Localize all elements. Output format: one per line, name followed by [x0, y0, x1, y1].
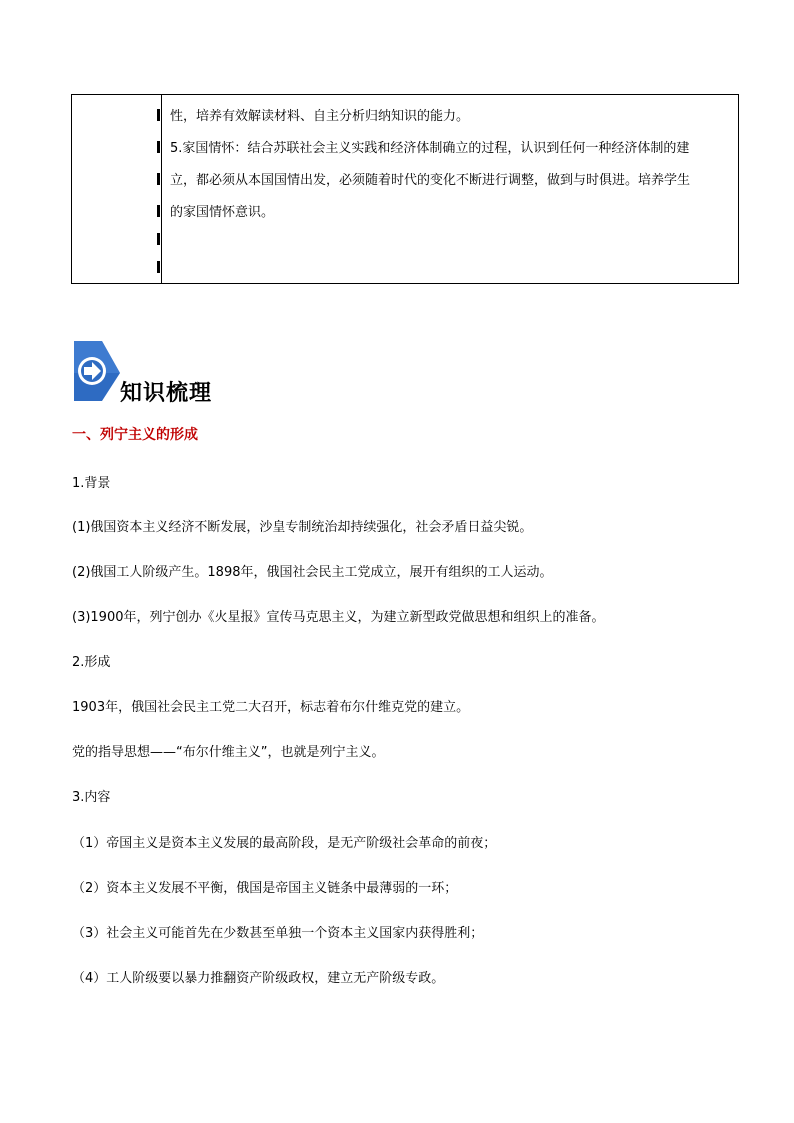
- table-cell-goals: [170, 101, 735, 229]
- background-item-2: (2)俄国工人阶级产生。1898年，俄国社会民主工党成立，展开有组织的工人运动。: [72, 565, 553, 580]
- background-item-3: (3)1900年，列宁创办《火星报》宣传马克思主义，为建立新型政党做思想和组织上的准备。: [72, 610, 605, 625]
- column-mark: [157, 205, 160, 217]
- content-item-1: （1）帝国主义是资本主义发展的最高阶段，是无产阶级社会革命的前夜；: [72, 836, 497, 851]
- content-item-3: （3）社会主义可能首先在少数甚至单独一个资本主义国家内获得胜利；: [72, 926, 484, 941]
- content-item-2: （2）资本主义发展不平衡，俄国是帝国主义链条中最薄弱的一环；: [72, 881, 458, 896]
- arrow-right-circle-icon: [72, 339, 122, 403]
- column-mark: [157, 109, 160, 121]
- formation-label: 2.形成: [72, 655, 111, 670]
- column-mark: [157, 233, 160, 245]
- section-title: 知识梳理: [120, 380, 213, 406]
- column-mark: [157, 141, 160, 153]
- column-mark: [157, 261, 160, 273]
- table-line: 的家国情怀意识。: [170, 205, 275, 220]
- table-line: 5.家国情怀：结合苏联社会主义实践和经济体制确立的过程，认识到任何一种经济体制的建: [170, 141, 690, 156]
- table-line: 性，培养有效解读材料、自主分析归纳知识的能力。: [170, 109, 470, 124]
- subsection-heading: 一、列宁主义的形成: [72, 427, 198, 443]
- formation-item-2: 党的指导思想——“布尔什维主义”，也就是列宁主义。: [72, 745, 385, 760]
- table-column-divider: [161, 95, 162, 283]
- background-item-1: (1)俄国资本主义经济不断发展，沙皇专制统治却持续强化，社会矛盾日益尖锐。: [72, 520, 533, 535]
- content-label: 3.内容: [72, 790, 111, 805]
- goals-table: [71, 94, 739, 284]
- table-left-column-marks: [157, 95, 161, 283]
- column-mark: [157, 173, 160, 185]
- content-item-4: （4）工人阶级要以暴力推翻资产阶级政权，建立无产阶级专政。: [72, 971, 445, 986]
- background-label: 1.背景: [72, 476, 111, 491]
- formation-item-1: 1903年，俄国社会民主工党二大召开，标志着布尔什维克党的建立。: [72, 700, 470, 715]
- table-line: 立，都必须从本国国情出发，必须随着时代的变化不断进行调整，做到与时俱进。培养学生: [170, 173, 691, 188]
